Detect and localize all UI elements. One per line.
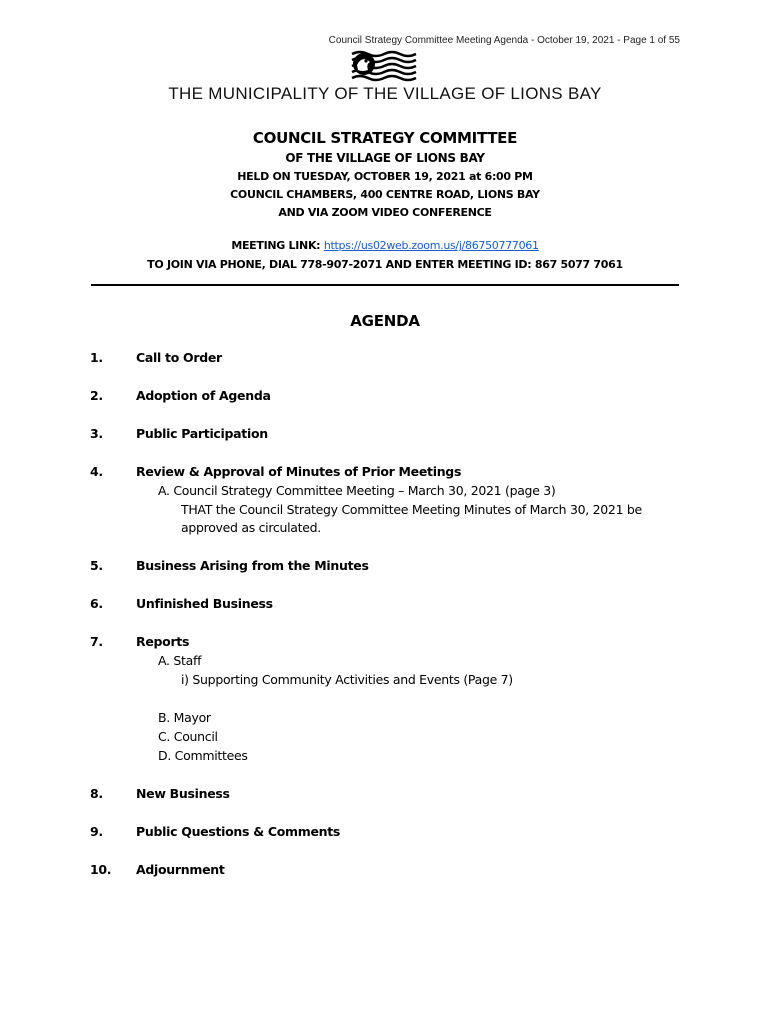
meeting-format: AND VIA ZOOM VIDEO CONFERENCE	[278, 206, 492, 219]
municipality-name: THE MUNICIPALITY OF THE VILLAGE OF LIONS BAY	[168, 84, 602, 103]
agenda-item-label: Public Participation	[136, 426, 268, 441]
agenda-subitem: i) Supporting Community Activities and Events (Page 7)	[181, 672, 513, 687]
agenda-subitem: B. Mayor	[158, 710, 211, 725]
agenda-item-number: 7.	[90, 634, 103, 649]
meeting-link-label: MEETING LINK:	[231, 239, 321, 252]
agenda-item-number: 4.	[90, 464, 103, 479]
agenda-item-number: 5.	[90, 558, 103, 573]
agenda-item-number: 8.	[90, 786, 103, 801]
agenda-item-number: 3.	[90, 426, 103, 441]
agenda-item-label: Adoption of Agenda	[136, 388, 271, 403]
meeting-date: HELD ON TUESDAY, OCTOBER 19, 2021 at 6:00 PM	[237, 170, 533, 183]
agenda-item-number: 10.	[90, 862, 112, 877]
agenda-item-number: 9.	[90, 824, 103, 839]
agenda-item-label: Unfinished Business	[136, 596, 273, 611]
committee-subtitle: OF THE VILLAGE OF LIONS BAY	[285, 151, 485, 165]
agenda-item-number: 2.	[90, 388, 103, 403]
agenda-item-number: 6.	[90, 596, 103, 611]
agenda-item-label: Reports	[136, 634, 190, 649]
agenda-item-label: Call to Order	[136, 350, 222, 365]
running-header: Council Strategy Committee Meeting Agenda - October 19, 2021 - Page 1 of 55	[328, 35, 680, 46]
meeting-link[interactable]: https://us02web.zoom.us/j/86750777061	[323, 239, 539, 252]
phone-dial-in: TO JOIN VIA PHONE, DIAL 778-907-2071 AND ENTER MEETING ID: 867 5077 7061	[147, 258, 623, 271]
agenda-item-label: Review & Approval of Minutes of Prior Meetings	[136, 464, 462, 479]
agenda-item-label: New Business	[136, 786, 230, 801]
agenda-item-label: Adjournment	[136, 862, 225, 877]
lions-bay-logo	[350, 50, 418, 82]
agenda-motion-text: THAT the Council Strategy Committee Meeting Minutes of March 30, 2021 be	[181, 502, 642, 517]
agenda-heading: AGENDA	[350, 312, 420, 330]
agenda-item-label: Public Questions & Comments	[136, 824, 341, 839]
agenda-subitem: C. Council	[158, 729, 218, 744]
committee-title: COUNCIL STRATEGY COMMITTEE	[252, 129, 518, 147]
agenda-subitem: D. Committees	[158, 748, 248, 763]
agenda-motion-text: approved as circulated.	[181, 520, 321, 535]
agenda-subitem: A. Staff	[158, 653, 202, 668]
agenda-item-label: Business Arising from the Minutes	[136, 558, 369, 573]
agenda-item-number: 1.	[90, 350, 103, 365]
divider-rule	[91, 284, 679, 286]
agenda-subitem: A. Council Strategy Committee Meeting – March 30, 2021 (page 3)	[158, 483, 556, 498]
meeting-link-line	[0, 239, 770, 252]
meeting-location: COUNCIL CHAMBERS, 400 CENTRE ROAD, LIONS BAY	[230, 188, 540, 201]
